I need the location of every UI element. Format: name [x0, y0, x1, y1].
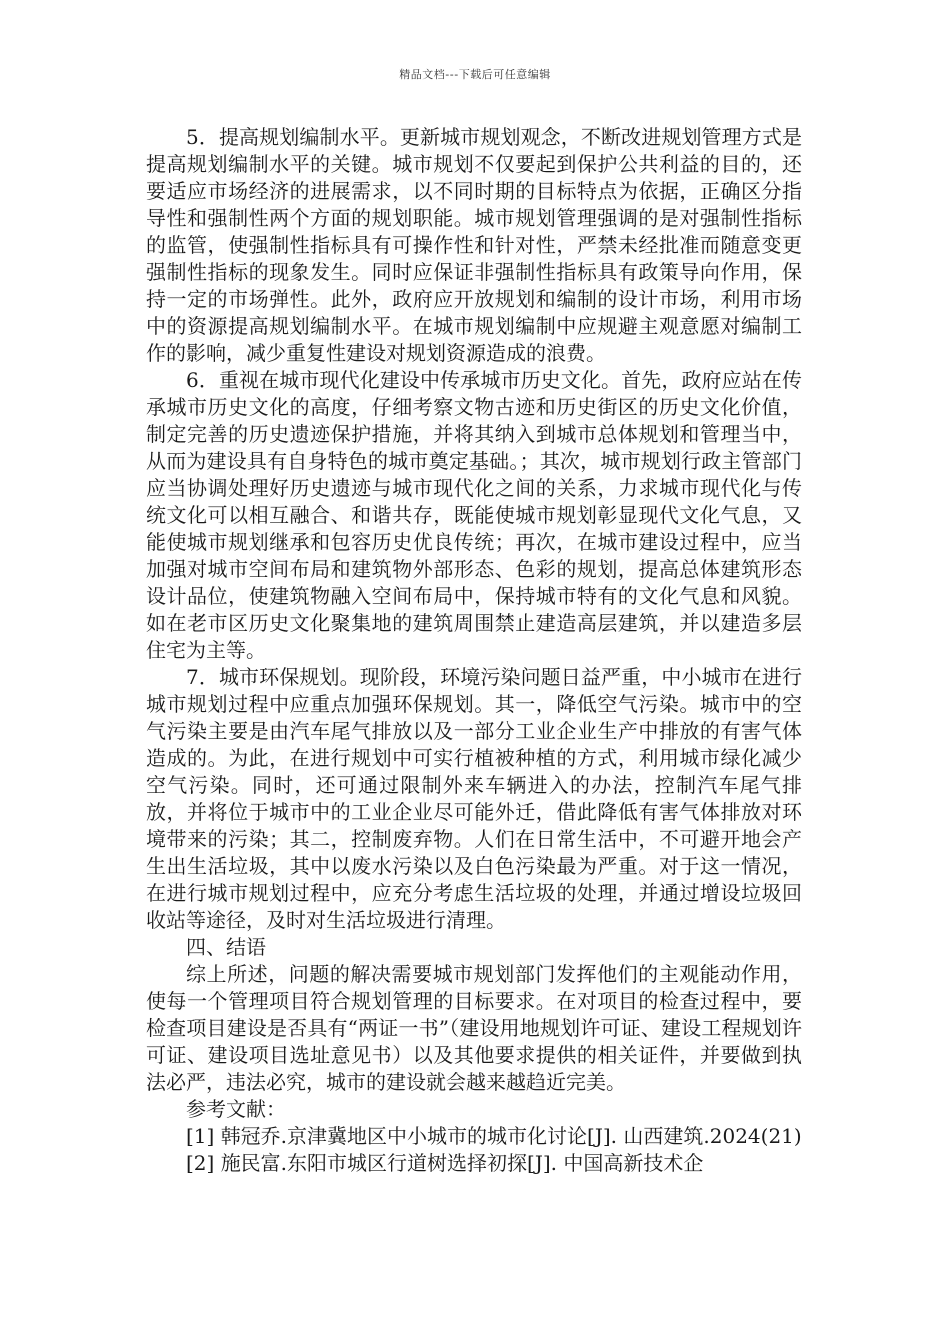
page-header: 精品文档---下载后可任意编辑 [399, 68, 551, 81]
section-heading-conclusion: 四、结语 [186, 935, 266, 959]
references-title: 参考文献： [186, 1097, 286, 1121]
paragraph-6-historical-culture: 6．重视在城市现代化建设中传承城市历史文化。首先，政府应站在传承城市历史文化的高度，仔细考察文物古迹和历史街区的历史文化价值，制定完善的历史遗迹保护措施，并将其纳入到城市总体规划和管理当中，从而为建设具有自身特色的城市奠定基础。；其次，城市规划行政主管部门应当协调处理好历史遗迹与城市现代化之间的关系，力求城市现代化与传统文化可以相互融合、和谐共存，既能使城市规划彰显现代文化气息，又能使城市规划继承和包容历史优良传统；再次，在城市建设过程中，应当加强对城市空间布局和建筑物外部形态、色彩的规划，提高总体建筑形态设计品位，使建筑物融入空间布局中，保持城市特有的文化气息和风貌。如在老市区历史文化聚集地的建筑周围禁止建造高层建筑，并以建造多层住宅为主等。 [146, 368, 802, 662]
document-body [146, 124, 802, 1177]
reference-item-1: [1] 韩冠乔.京津冀地区中小城市的城市化讨论[J]. 山西建筑.2024(21) [186, 1124, 802, 1148]
conclusion-paragraph: 综上所述，问题的解决需要城市规划部门发挥他们的主观能动作用，使每一个管理项目符合规划管理的目标要求。在对项目的检查过程中，要检查项目建设是否具有“两证一书”（建设用地规划许可证、建设工程规划许可证、建设项目选址意见书）以及其他要求提供的相关证件，并要做到执法必严，违法必究，城市的建设就会越来越趋近完美。 [146, 962, 802, 1094]
paragraph-5-planning-level: 5．提高规划编制水平。更新城市规划观念，不断改进规划管理方式是提高规划编制水平的关键。城市规划不仅要起到保护公共利益的目的，还要适应市场经济的进展需求，以不同时期的目标特点为依据，正确区分指导性和强制性两个方面的规划职能。城市规划管理强调的是对强制性指标的监管，使强制性指标具有可操作性和针对性，严禁未经批准而随意变更强制性指标的现象发生。同时应保证非强制性指标具有政策导向作用，保持一定的市场弹性。此外，政府应开放规划和编制的设计市场，利用市场中的资源提高规划编制水平。在城市规划编制中应规避主观意愿对编制工作的影响，减少重复性建设对规划资源造成的浪费。 [146, 125, 802, 365]
reference-item-2: [2] 施民富.东阳市城区行道树选择初探[J]. 中国高新技术企 [186, 1151, 704, 1175]
paragraph-7-environmental-planning: 7．城市环保规划。现阶段，环境污染问题日益严重，中小城市在进行城市规划过程中应重点加强环保规划。其一，降低空气污染。城市中的空气污染主要是由汽车尾气排放以及一部分工业企业生产中排放的有害气体造成的。为此，在进行规划中可实行植被种植的方式，利用城市绿化减少空气污染。同时，还可通过限制外来车辆进入的办法，控制汽车尾气排放，并将位于城市中的工业企业尽可能外迁，借此降低有害气体排放对环境带来的污染；其二，控制废弃物。人们在日常生活中，不可避开地会产生出生活垃圾，其中以废水污染以及白色污染最为严重。对于这一情况，在进行城市规划过程中，应充分考虑生活垃圾的处理，并通过增设垃圾回收站等途径，及时对生活垃圾进行清理。 [146, 665, 802, 932]
